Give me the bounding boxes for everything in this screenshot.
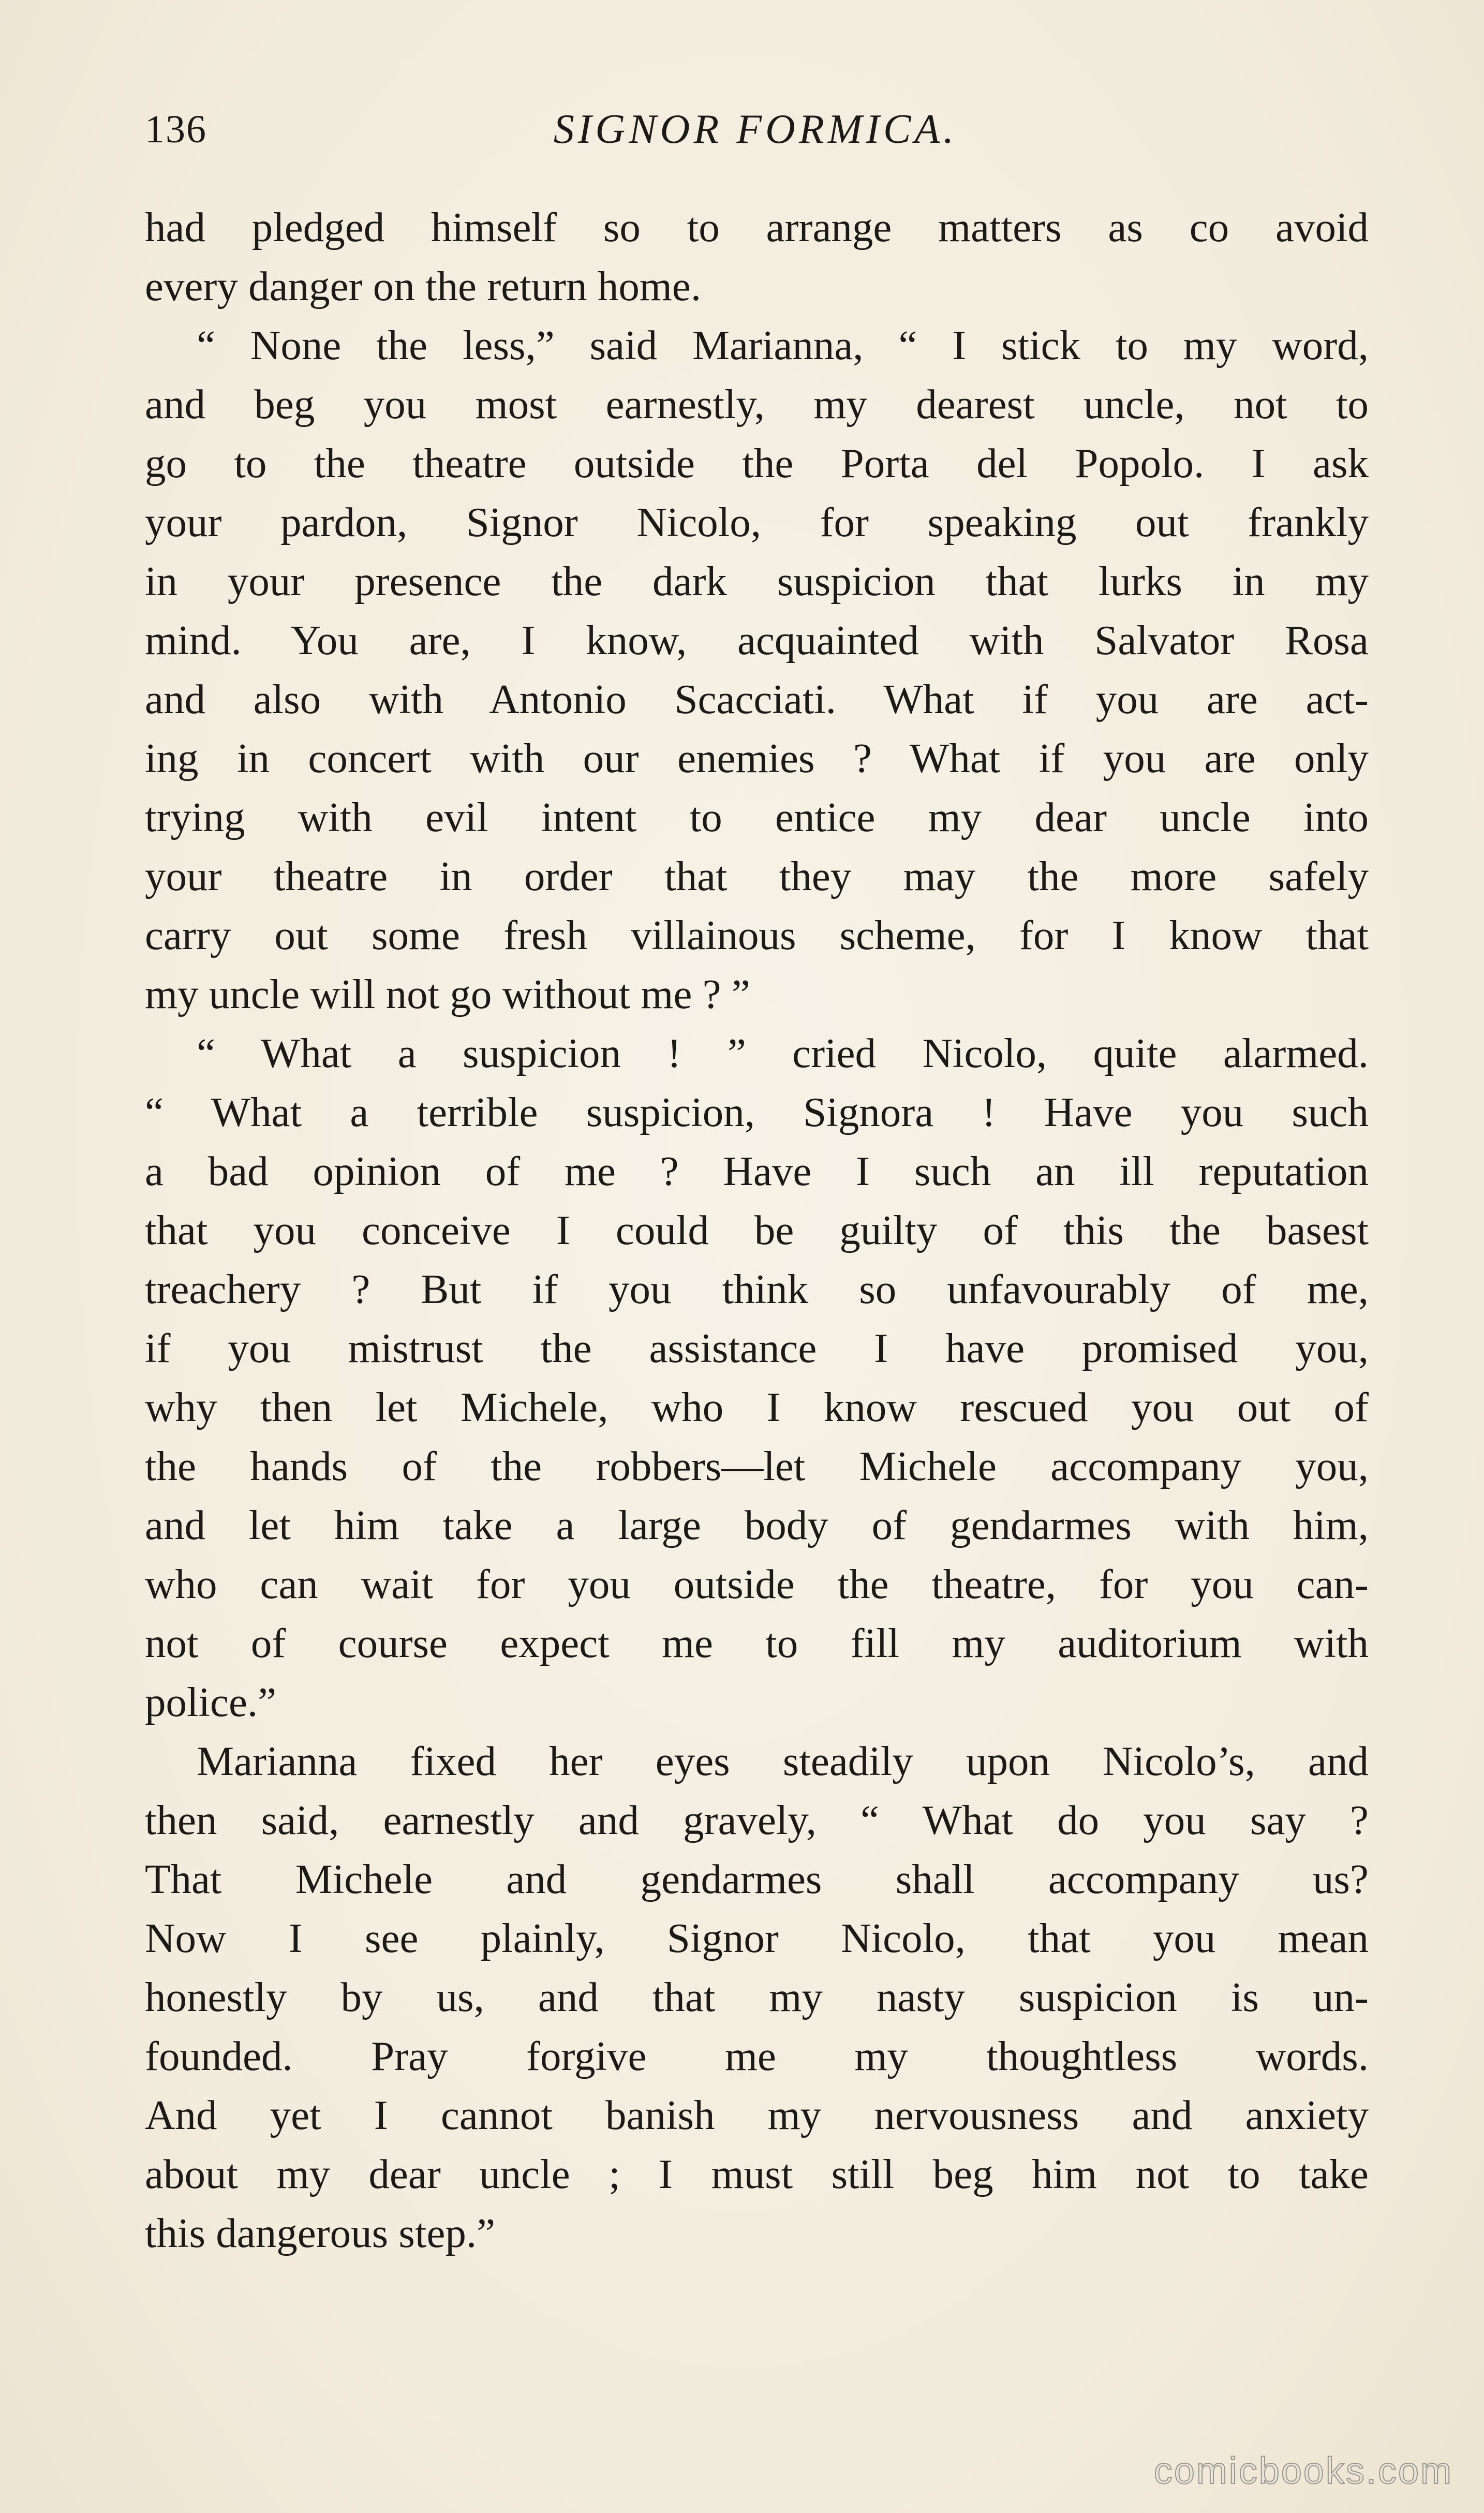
text-line: And yet I cannot banish my nervousness and anxiety [145,2092,1369,2138]
text-line: why then let Michele, who I know rescued you out of [145,1384,1369,1430]
text-line: treachery ? But if you think so unfavourably of me, [145,1266,1369,1312]
text-line: honestly by us, and that my nasty suspicion is un- [145,1974,1369,2020]
text-line: Marianna fixed her eyes steadily upon Nicolo’s, and [197,1738,1369,1784]
text-line: every danger on the return home. [145,263,702,309]
text-line: go to the theatre outside the Porta del Popolo. I ask [145,440,1369,486]
text-line: “ None the less,” said Marianna, “ I stick to my word, [197,322,1369,368]
text-line: not of course expect me to fill my auditorium with [145,1620,1369,1666]
text-line: and beg you most earnestly, my dearest uncle, not to [145,381,1369,427]
text-line: a bad opinion of me ? Have I such an ill reputation [145,1148,1369,1194]
text-line: founded. Pray forgive me my thoughtless words. [145,2033,1369,2079]
page-header [145,101,1366,158]
text-line: and let him take a large body of gendarmes with him, [145,1502,1369,1548]
text-line: your theatre in order that they may the more safely [145,853,1369,899]
text-line: mind. You are, I know, acquainted with Salvator Rosa [145,617,1369,663]
text-line: Now I see plainly, Signor Nicolo, that you mean [145,1915,1369,1961]
text-line: your pardon, Signor Nicolo, for speaking out frankly [145,499,1369,545]
text-line: That Michele and gendarmes shall accompany us? [145,1856,1369,1902]
text-line: police.” [145,1679,277,1725]
text-line: in your presence the dark suspicion that lurks in my [145,558,1369,604]
text-line: about my dear uncle ; I must still beg him not to take [145,2151,1369,2197]
text-line: and also with Antonio Scacciati. What if you are act- [145,676,1369,722]
text-line: carry out some fresh villainous scheme, for I know that [145,912,1369,958]
text-line: that you conceive I could be guilty of this the basest [145,1207,1369,1253]
running-title: SIGNOR FORMICA. [553,107,958,152]
text-line: if you mistrust the assistance I have promised you, [145,1325,1369,1371]
text-line: the hands of the robbers—let Michele accompany you, [145,1443,1369,1489]
text-line: trying with evil intent to entice my dear uncle into [145,794,1369,840]
text-line: “ What a terrible suspicion, Signora ! Have you such [145,1089,1369,1135]
watermark: comicbooks.com [1153,2450,1453,2492]
body-text [145,198,1369,2263]
text-line: “ What a suspicion ! ” cried Nicolo, quite alarmed. [197,1030,1369,1076]
text-line: then said, earnestly and gravely, “ What do you say ? [145,1797,1369,1843]
text-line: my uncle will not go without me ? ” [145,971,750,1017]
page-number: 136 [145,108,207,151]
text-line: had pledged himself so to arrange matters as co avoid [145,204,1369,250]
text-line: this dangerous step.” [145,2210,496,2256]
text-line: ing in concert with our enemies ? What if you are only [145,735,1369,781]
text-line: who can wait for you outside the theatre, for you can- [145,1561,1369,1607]
